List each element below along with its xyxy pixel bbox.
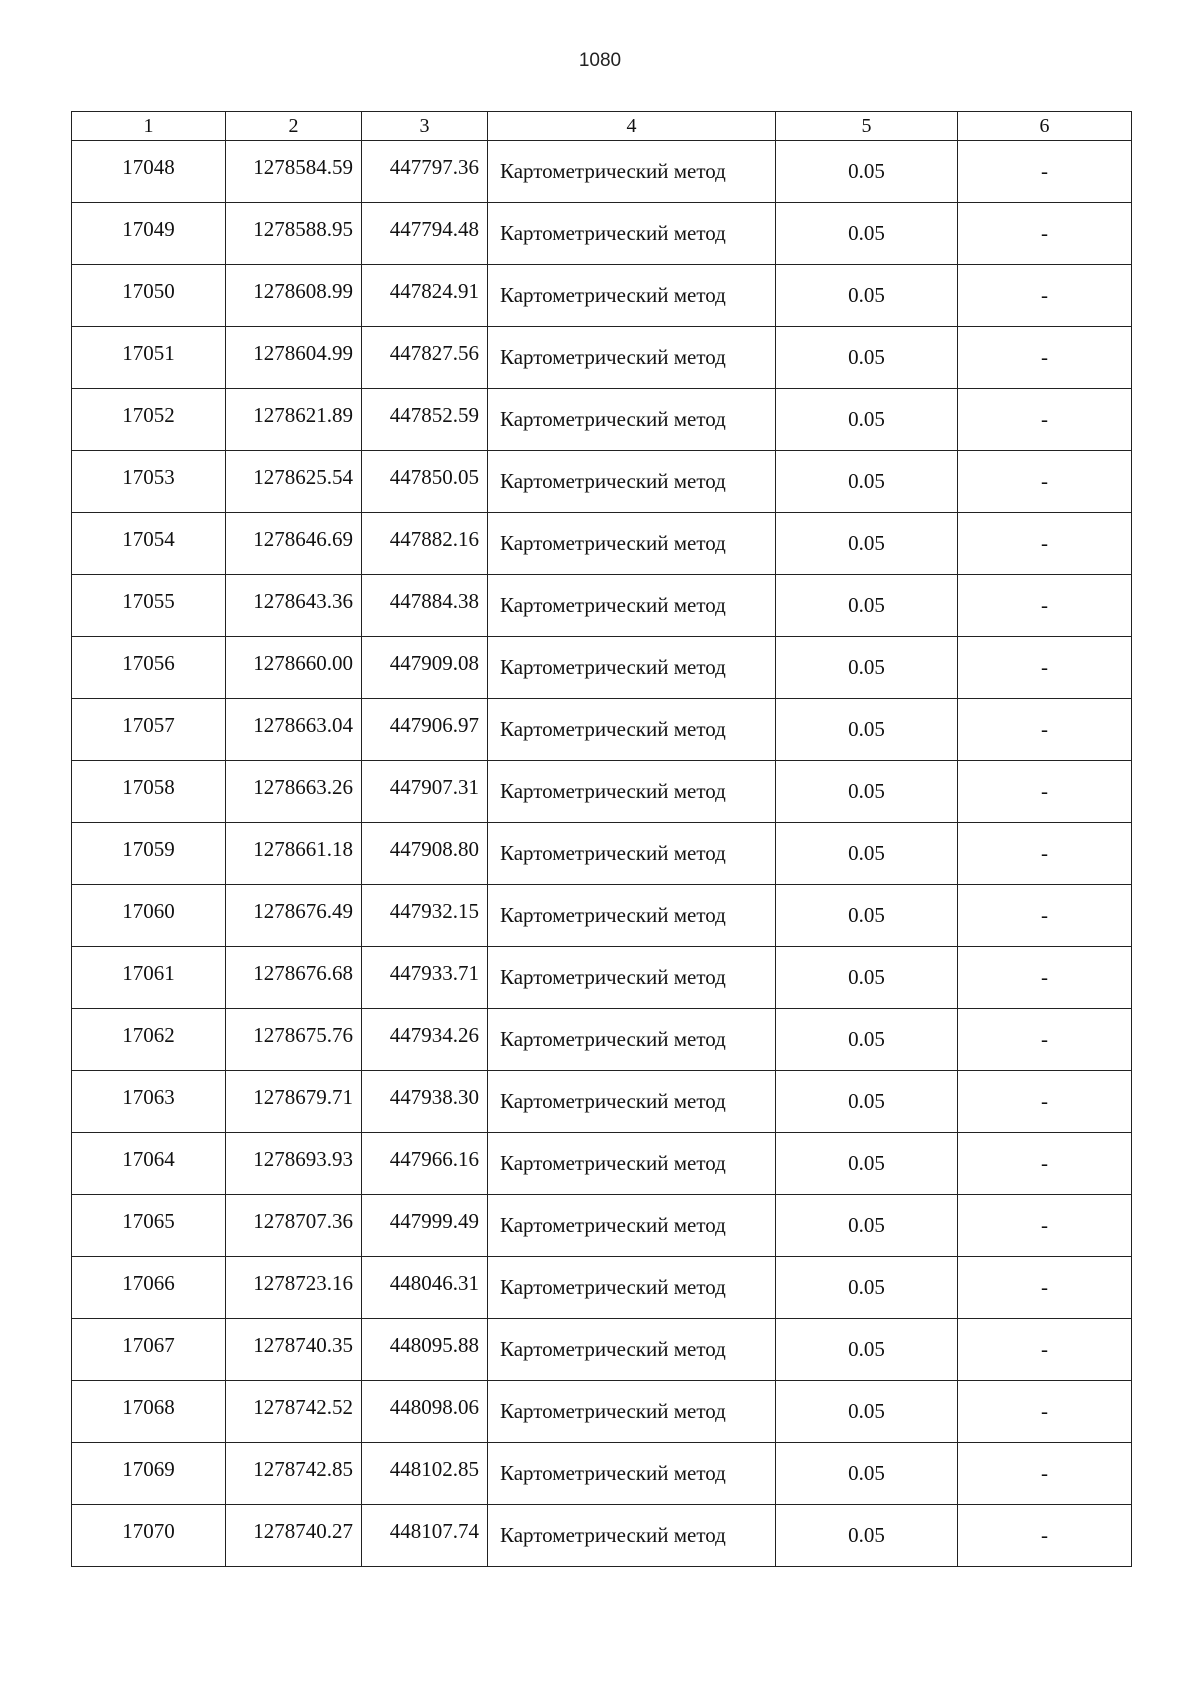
y-coordinate-cell: 447794.48 [362, 203, 488, 265]
table-row [72, 327, 1132, 389]
table-row [72, 699, 1132, 761]
table-row [72, 637, 1132, 699]
table-row [72, 1381, 1132, 1443]
accuracy-cell: 0.05 [776, 203, 958, 265]
method-cell: Картометрический метод [488, 141, 776, 203]
table-row [72, 513, 1132, 575]
note-cell: - [958, 1257, 1132, 1319]
y-coordinate-cell: 448095.88 [362, 1319, 488, 1381]
point-number-cell: 17054 [72, 513, 226, 575]
x-coordinate-cell: 1278643.36 [226, 575, 362, 637]
method-cell: Картометрический метод [488, 1443, 776, 1505]
note-cell: - [958, 1319, 1132, 1381]
method-cell: Картометрический метод [488, 389, 776, 451]
y-coordinate-cell: 447906.97 [362, 699, 488, 761]
point-number-cell: 17051 [72, 327, 226, 389]
table-row [72, 1133, 1132, 1195]
x-coordinate-cell: 1278740.27 [226, 1505, 362, 1567]
note-cell: - [958, 141, 1132, 203]
x-coordinate-cell: 1278693.93 [226, 1133, 362, 1195]
point-number-cell: 17064 [72, 1133, 226, 1195]
accuracy-cell: 0.05 [776, 823, 958, 885]
x-coordinate-cell: 1278608.99 [226, 265, 362, 327]
y-coordinate-cell: 447932.15 [362, 885, 488, 947]
point-number-cell: 17061 [72, 947, 226, 1009]
page-number: 1080 [578, 50, 622, 71]
accuracy-cell: 0.05 [776, 1505, 958, 1567]
point-number-cell: 17055 [72, 575, 226, 637]
point-number-cell: 17069 [72, 1443, 226, 1505]
table-row [72, 265, 1132, 327]
note-cell: - [958, 1133, 1132, 1195]
accuracy-cell: 0.05 [776, 947, 958, 1009]
method-cell: Картометрический метод [488, 327, 776, 389]
note-cell: - [958, 265, 1132, 327]
y-coordinate-cell: 447999.49 [362, 1195, 488, 1257]
table-row [72, 1505, 1132, 1567]
note-cell: - [958, 389, 1132, 451]
accuracy-cell: 0.05 [776, 1443, 958, 1505]
table-row [72, 1443, 1132, 1505]
method-cell: Картометрический метод [488, 947, 776, 1009]
method-cell: Картометрический метод [488, 575, 776, 637]
y-coordinate-cell: 447882.16 [362, 513, 488, 575]
table-row [72, 203, 1132, 265]
method-cell: Картометрический метод [488, 1505, 776, 1567]
table-body [72, 141, 1132, 1567]
note-cell: - [958, 1071, 1132, 1133]
y-coordinate-cell: 447827.56 [362, 327, 488, 389]
note-cell: - [958, 761, 1132, 823]
method-cell: Картометрический метод [488, 1257, 776, 1319]
table-row [72, 389, 1132, 451]
method-cell: Картометрический метод [488, 1381, 776, 1443]
accuracy-cell: 0.05 [776, 575, 958, 637]
y-coordinate-cell: 447933.71 [362, 947, 488, 1009]
point-number-cell: 17048 [72, 141, 226, 203]
accuracy-cell: 0.05 [776, 1195, 958, 1257]
x-coordinate-cell: 1278584.59 [226, 141, 362, 203]
point-number-cell: 17066 [72, 1257, 226, 1319]
table-row [72, 1071, 1132, 1133]
y-coordinate-cell: 447797.36 [362, 141, 488, 203]
x-coordinate-cell: 1278661.18 [226, 823, 362, 885]
method-cell: Картометрический метод [488, 203, 776, 265]
column-header: 4 [488, 112, 776, 141]
point-number-cell: 17058 [72, 761, 226, 823]
y-coordinate-cell: 447884.38 [362, 575, 488, 637]
method-cell: Картометрический метод [488, 823, 776, 885]
x-coordinate-cell: 1278723.16 [226, 1257, 362, 1319]
note-cell: - [958, 1381, 1132, 1443]
point-number-cell: 17056 [72, 637, 226, 699]
point-number-cell: 17063 [72, 1071, 226, 1133]
y-coordinate-cell: 447966.16 [362, 1133, 488, 1195]
x-coordinate-cell: 1278742.85 [226, 1443, 362, 1505]
x-coordinate-cell: 1278676.49 [226, 885, 362, 947]
note-cell: - [958, 1195, 1132, 1257]
accuracy-cell: 0.05 [776, 451, 958, 513]
y-coordinate-cell: 448046.31 [362, 1257, 488, 1319]
coordinates-table [71, 111, 1132, 1567]
table-row [72, 885, 1132, 947]
point-number-cell: 17070 [72, 1505, 226, 1567]
method-cell: Картометрический метод [488, 1009, 776, 1071]
note-cell: - [958, 1443, 1132, 1505]
y-coordinate-cell: 448107.74 [362, 1505, 488, 1567]
method-cell: Картометрический метод [488, 699, 776, 761]
accuracy-cell: 0.05 [776, 1257, 958, 1319]
method-cell: Картометрический метод [488, 1071, 776, 1133]
note-cell: - [958, 637, 1132, 699]
table-row [72, 761, 1132, 823]
x-coordinate-cell: 1278621.89 [226, 389, 362, 451]
method-cell: Картометрический метод [488, 513, 776, 575]
table-row [72, 575, 1132, 637]
accuracy-cell: 0.05 [776, 1381, 958, 1443]
note-cell: - [958, 327, 1132, 389]
accuracy-cell: 0.05 [776, 637, 958, 699]
method-cell: Картометрический метод [488, 885, 776, 947]
accuracy-cell: 0.05 [776, 389, 958, 451]
table-row [72, 1009, 1132, 1071]
y-coordinate-cell: 447824.91 [362, 265, 488, 327]
point-number-cell: 17049 [72, 203, 226, 265]
method-cell: Картометрический метод [488, 265, 776, 327]
y-coordinate-cell: 448098.06 [362, 1381, 488, 1443]
table-row [72, 141, 1132, 203]
note-cell: - [958, 1009, 1132, 1071]
note-cell: - [958, 885, 1132, 947]
method-cell: Картометрический метод [488, 1195, 776, 1257]
accuracy-cell: 0.05 [776, 1133, 958, 1195]
note-cell: - [958, 203, 1132, 265]
accuracy-cell: 0.05 [776, 761, 958, 823]
point-number-cell: 17062 [72, 1009, 226, 1071]
x-coordinate-cell: 1278742.52 [226, 1381, 362, 1443]
accuracy-cell: 0.05 [776, 513, 958, 575]
y-coordinate-cell: 447852.59 [362, 389, 488, 451]
note-cell: - [958, 947, 1132, 1009]
x-coordinate-cell: 1278679.71 [226, 1071, 362, 1133]
x-coordinate-cell: 1278646.69 [226, 513, 362, 575]
x-coordinate-cell: 1278675.76 [226, 1009, 362, 1071]
x-coordinate-cell: 1278625.54 [226, 451, 362, 513]
y-coordinate-cell: 447909.08 [362, 637, 488, 699]
table-row [72, 451, 1132, 513]
method-cell: Картометрический метод [488, 451, 776, 513]
y-coordinate-cell: 447938.30 [362, 1071, 488, 1133]
point-number-cell: 17059 [72, 823, 226, 885]
y-coordinate-cell: 447908.80 [362, 823, 488, 885]
y-coordinate-cell: 447907.31 [362, 761, 488, 823]
note-cell: - [958, 699, 1132, 761]
accuracy-cell: 0.05 [776, 1071, 958, 1133]
x-coordinate-cell: 1278663.04 [226, 699, 362, 761]
accuracy-cell: 0.05 [776, 699, 958, 761]
note-cell: - [958, 575, 1132, 637]
column-header: 5 [776, 112, 958, 141]
x-coordinate-cell: 1278740.35 [226, 1319, 362, 1381]
table-row [72, 947, 1132, 1009]
table-row [72, 1319, 1132, 1381]
table-row [72, 1257, 1132, 1319]
point-number-cell: 17067 [72, 1319, 226, 1381]
table-header [72, 112, 1132, 141]
accuracy-cell: 0.05 [776, 1009, 958, 1071]
point-number-cell: 17052 [72, 389, 226, 451]
y-coordinate-cell: 448102.85 [362, 1443, 488, 1505]
accuracy-cell: 0.05 [776, 885, 958, 947]
x-coordinate-cell: 1278660.00 [226, 637, 362, 699]
point-number-cell: 17050 [72, 265, 226, 327]
method-cell: Картометрический метод [488, 761, 776, 823]
point-number-cell: 17060 [72, 885, 226, 947]
x-coordinate-cell: 1278604.99 [226, 327, 362, 389]
accuracy-cell: 0.05 [776, 265, 958, 327]
y-coordinate-cell: 447934.26 [362, 1009, 488, 1071]
point-number-cell: 17053 [72, 451, 226, 513]
method-cell: Картометрический метод [488, 637, 776, 699]
method-cell: Картометрический метод [488, 1319, 776, 1381]
y-coordinate-cell: 447850.05 [362, 451, 488, 513]
column-header: 2 [226, 112, 362, 141]
note-cell: - [958, 451, 1132, 513]
method-cell: Картометрический метод [488, 1133, 776, 1195]
table-row [72, 1195, 1132, 1257]
point-number-cell: 17057 [72, 699, 226, 761]
point-number-cell: 17068 [72, 1381, 226, 1443]
note-cell: - [958, 1505, 1132, 1567]
header-row [72, 112, 1132, 141]
note-cell: - [958, 823, 1132, 885]
accuracy-cell: 0.05 [776, 327, 958, 389]
x-coordinate-cell: 1278663.26 [226, 761, 362, 823]
x-coordinate-cell: 1278676.68 [226, 947, 362, 1009]
accuracy-cell: 0.05 [776, 141, 958, 203]
point-number-cell: 17065 [72, 1195, 226, 1257]
note-cell: - [958, 513, 1132, 575]
accuracy-cell: 0.05 [776, 1319, 958, 1381]
table-row [72, 823, 1132, 885]
x-coordinate-cell: 1278707.36 [226, 1195, 362, 1257]
x-coordinate-cell: 1278588.95 [226, 203, 362, 265]
column-header: 1 [72, 112, 226, 141]
column-header: 3 [362, 112, 488, 141]
column-header: 6 [958, 112, 1132, 141]
